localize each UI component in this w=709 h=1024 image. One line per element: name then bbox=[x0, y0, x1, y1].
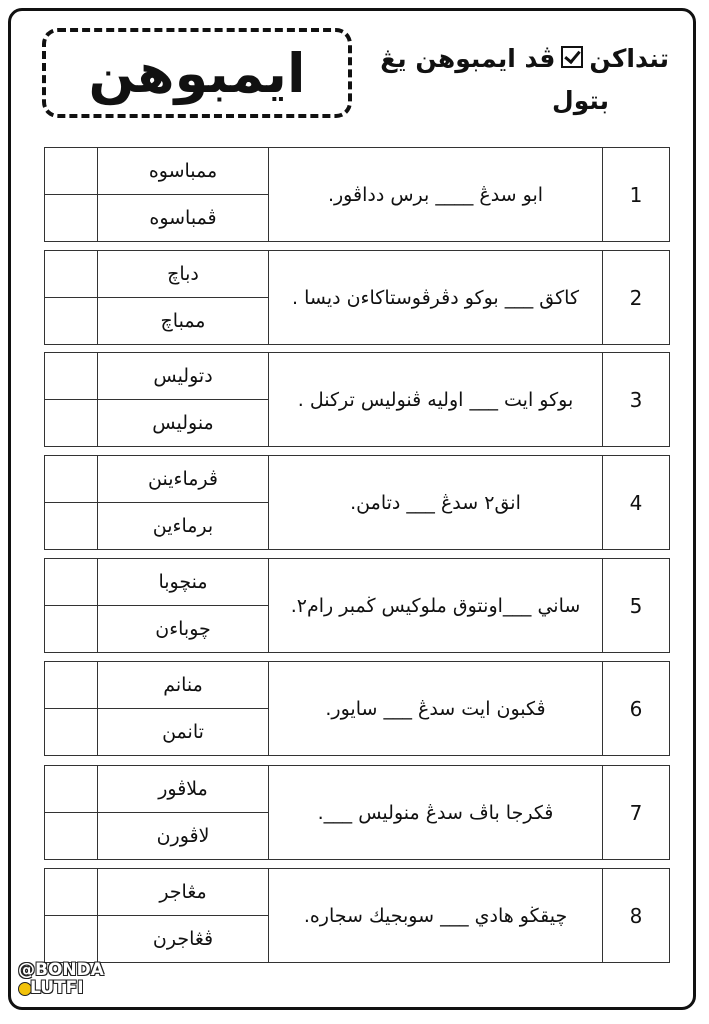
answer-boxes bbox=[45, 353, 98, 446]
option-b: چوباءن bbox=[98, 605, 268, 652]
question-number: 2 bbox=[629, 285, 643, 310]
answer-box-b[interactable] bbox=[45, 605, 97, 652]
option-b: ممباچ bbox=[98, 297, 268, 344]
question-row bbox=[44, 352, 670, 447]
instruction bbox=[369, 38, 669, 122]
answer-boxes bbox=[45, 456, 98, 549]
instruction-line2: بتول bbox=[552, 86, 609, 115]
option-a: ڤرماءينن bbox=[148, 468, 218, 490]
options bbox=[98, 456, 269, 549]
option-b: ڤڠاجرن bbox=[98, 915, 268, 962]
answer-boxes bbox=[45, 662, 98, 755]
answer-box-a[interactable] bbox=[45, 353, 97, 399]
answer-box-a[interactable] bbox=[45, 148, 97, 194]
options bbox=[98, 559, 269, 652]
option-a: منچوبا bbox=[158, 571, 208, 593]
answer-box-a[interactable] bbox=[45, 456, 97, 502]
answer-box-b[interactable] bbox=[45, 502, 97, 549]
answer-box-b[interactable] bbox=[45, 399, 97, 446]
question-number: 1 bbox=[629, 182, 643, 207]
question-number: 8 bbox=[629, 903, 643, 928]
options bbox=[98, 869, 269, 962]
question-number: 6 bbox=[629, 696, 643, 721]
instruction-line1: تنداكن bbox=[589, 44, 669, 73]
option-b: تانمن bbox=[98, 708, 268, 755]
question-sentence: كاكق ___ بوكو دڤرڤوستاكاءن ديسا . bbox=[269, 251, 603, 344]
question-row bbox=[44, 765, 670, 860]
answer-boxes bbox=[45, 869, 98, 962]
question-number: 7 bbox=[629, 800, 643, 825]
answer-box-b[interactable] bbox=[45, 915, 97, 962]
options bbox=[98, 251, 269, 344]
option-b: منوليس bbox=[98, 399, 268, 446]
checkbox-icon bbox=[561, 46, 583, 68]
question-row bbox=[44, 250, 670, 345]
option-a: منانم bbox=[163, 674, 203, 696]
question-sentence: ڤكرجا باڤ سدڠ منوليس ___. bbox=[269, 766, 603, 859]
question-sentence: ساني ___اونتوق ملوكيس ڬمبر رام٢. bbox=[269, 559, 603, 652]
answer-box-a[interactable] bbox=[45, 559, 97, 605]
title-box bbox=[42, 28, 352, 118]
answer-box-a[interactable] bbox=[45, 251, 97, 297]
answer-box-a[interactable] bbox=[45, 662, 97, 708]
options bbox=[98, 148, 269, 241]
question-sentence: انق٢ سدڠ ___ دتامن. bbox=[269, 456, 603, 549]
answer-box-b[interactable] bbox=[45, 194, 97, 241]
brand-logo bbox=[16, 960, 104, 1004]
option-a: ملاڤور bbox=[158, 778, 208, 800]
options bbox=[98, 662, 269, 755]
answer-boxes bbox=[45, 766, 98, 859]
answer-box-b[interactable] bbox=[45, 297, 97, 344]
question-row bbox=[44, 455, 670, 550]
instruction-line1b: ڤد ايمبوهن يڠ bbox=[380, 44, 556, 73]
question-sentence: چيقڬو هادي ___ سوبجيك سجاره. bbox=[269, 869, 603, 962]
option-a: دتوليس bbox=[153, 365, 213, 387]
answer-box-a[interactable] bbox=[45, 766, 97, 812]
question-row bbox=[44, 661, 670, 756]
answer-boxes bbox=[45, 251, 98, 344]
question-number: 4 bbox=[629, 490, 643, 515]
options bbox=[98, 353, 269, 446]
logo-line1: @BONDA bbox=[18, 960, 104, 980]
question-row bbox=[44, 868, 670, 963]
worksheet-title: ايمبوهن bbox=[88, 41, 306, 105]
option-a: دباچ bbox=[167, 263, 199, 285]
logo-line2: LUTFI bbox=[30, 978, 84, 998]
answer-box-b[interactable] bbox=[45, 708, 97, 755]
option-a: مڠاجر bbox=[159, 881, 207, 903]
answer-boxes bbox=[45, 559, 98, 652]
answer-box-a[interactable] bbox=[45, 869, 97, 915]
option-b: برماءين bbox=[98, 502, 268, 549]
question-sentence: ڤكبون ايت سدڠ ___ سايور. bbox=[269, 662, 603, 755]
option-a: ممباسوه bbox=[148, 160, 218, 182]
question-sentence: ابو سدڠ ____ برس دداڤور. bbox=[269, 148, 603, 241]
options bbox=[98, 766, 269, 859]
answer-boxes bbox=[45, 148, 98, 241]
answer-box-b[interactable] bbox=[45, 812, 97, 859]
option-b: ڤمباسوه bbox=[98, 194, 268, 241]
option-b: لاڤورن bbox=[98, 812, 268, 859]
question-row bbox=[44, 147, 670, 242]
question-sentence: بوكو ايت ___ اوليه ڤنوليس تركنل . bbox=[269, 353, 603, 446]
question-number: 3 bbox=[629, 387, 643, 412]
question-number: 5 bbox=[629, 593, 643, 618]
question-row bbox=[44, 558, 670, 653]
